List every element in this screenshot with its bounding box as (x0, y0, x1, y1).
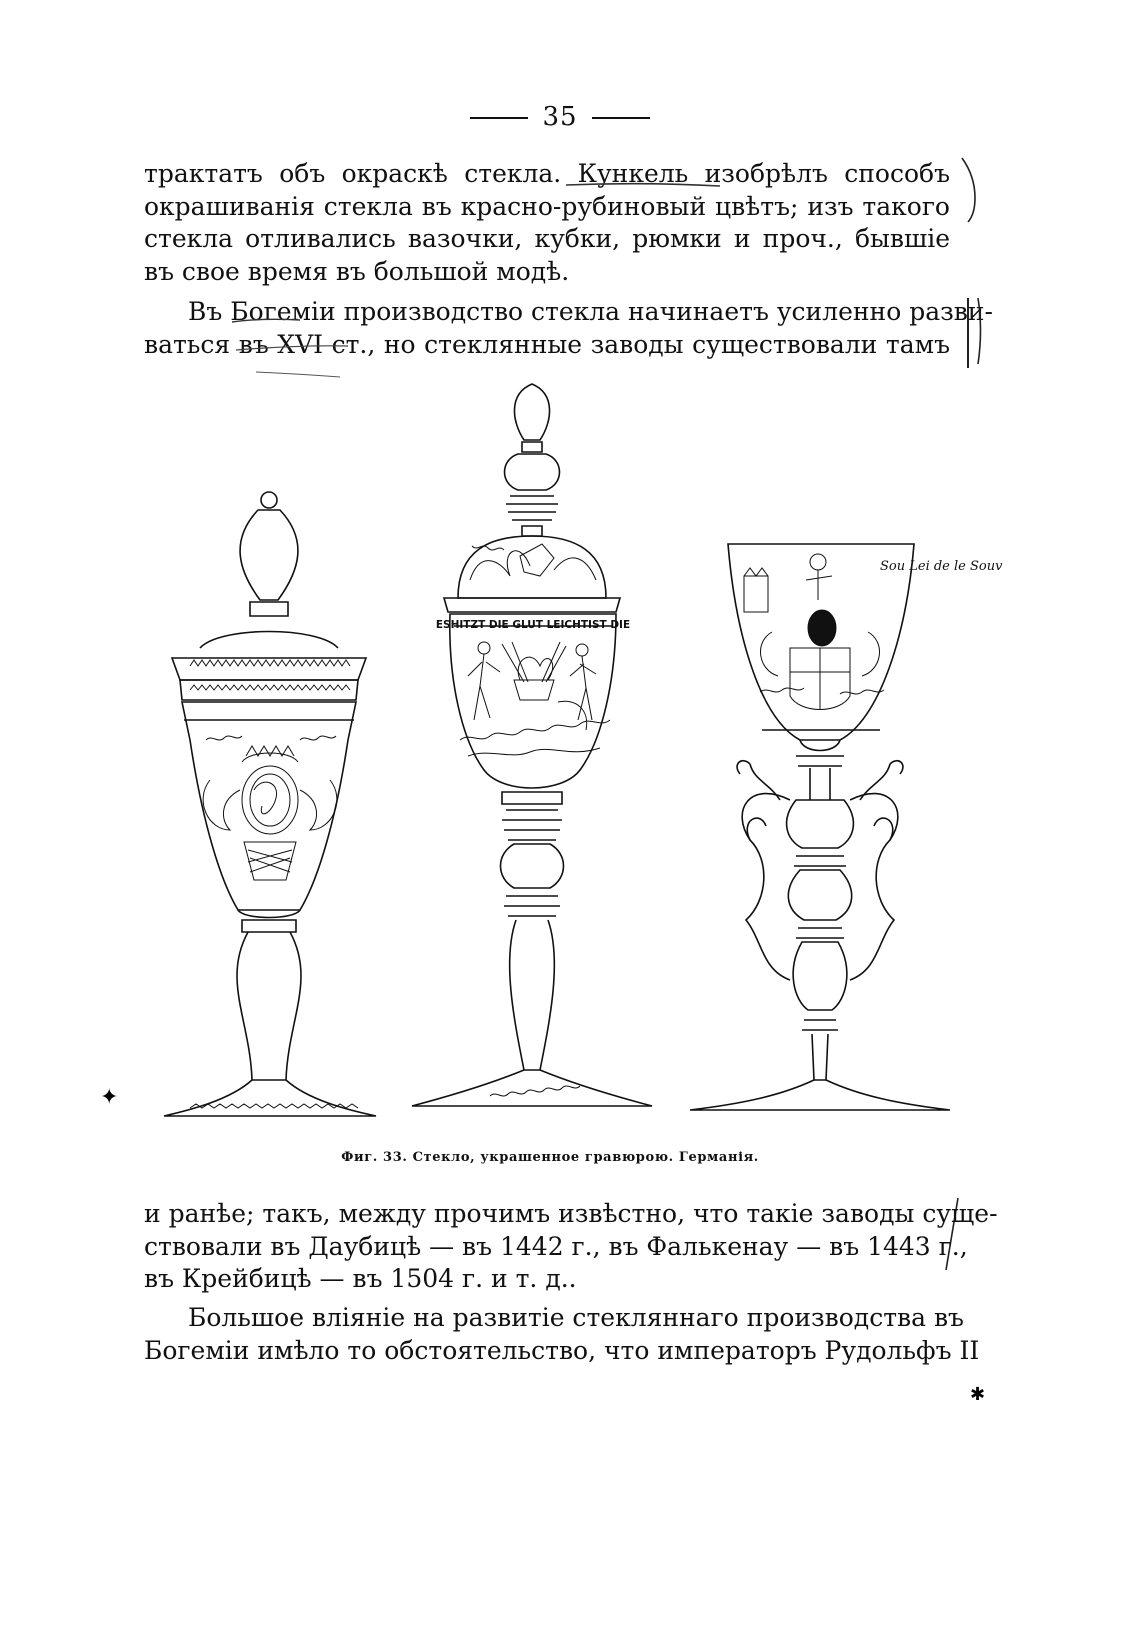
left-goblet (164, 492, 376, 1116)
text-line: Въ Богеміи производство стекла начинаетъ усиленно разви- (188, 297, 993, 326)
text-line: Богеміи имѣло то обстоятельство, что императоръ Рудольфъ II (144, 1335, 980, 1365)
right-goblet (690, 544, 1003, 1110)
center-goblet (412, 384, 652, 1106)
figure-caption: Фиг. 33. Стекло, украшенное гравюрою. Германія. (341, 1150, 759, 1165)
svg-text:✱: ✱ (970, 1384, 986, 1405)
text-line: трактатъ объ окраскѣ стекла. Кункель изобрѣлъ способъ (144, 159, 950, 188)
goblet-inscription: Sou Lei de le Souv (880, 559, 1003, 574)
text-line: Большое вліяніе на развитіе стекляннаго производства въ (188, 1303, 964, 1332)
text-line: ствовали въ Даубицѣ — въ 1442 г., въ Фалькенау — въ 1443 г., (144, 1231, 968, 1261)
center-engraving (460, 642, 610, 756)
text-line: въ Крейбицѣ — въ 1504 г. и т. д.. (144, 1264, 577, 1293)
goblet-inscription: ESHITZT DIE GLUT LEICHTIST DIE (435, 619, 631, 631)
page-number: 35 (0, 102, 1120, 132)
right-engraving (744, 554, 884, 710)
text-line: окрашиванія стекла въ красно-рубиновый цвѣтъ; изъ такого (144, 191, 950, 221)
text-line: стекла отливались вазочки, кубки, рюмки и проч., бывшіе (144, 224, 950, 253)
goblets-illustration (150, 380, 1003, 1140)
text-line: и ранѣе; такъ, между прочимъ извѣстно, что такіе заводы суще- (144, 1199, 998, 1228)
svg-text:✦: ✦ (100, 1085, 119, 1110)
paragraph-3 (144, 1198, 998, 1296)
text-line: ваться въ XVI ст., но стеклянные заводы существовали тамъ (144, 329, 950, 359)
paragraph-4 (144, 1302, 980, 1367)
text-line: въ свое время въ большой модѣ. (144, 256, 570, 286)
center-lid-engraving (470, 544, 596, 580)
